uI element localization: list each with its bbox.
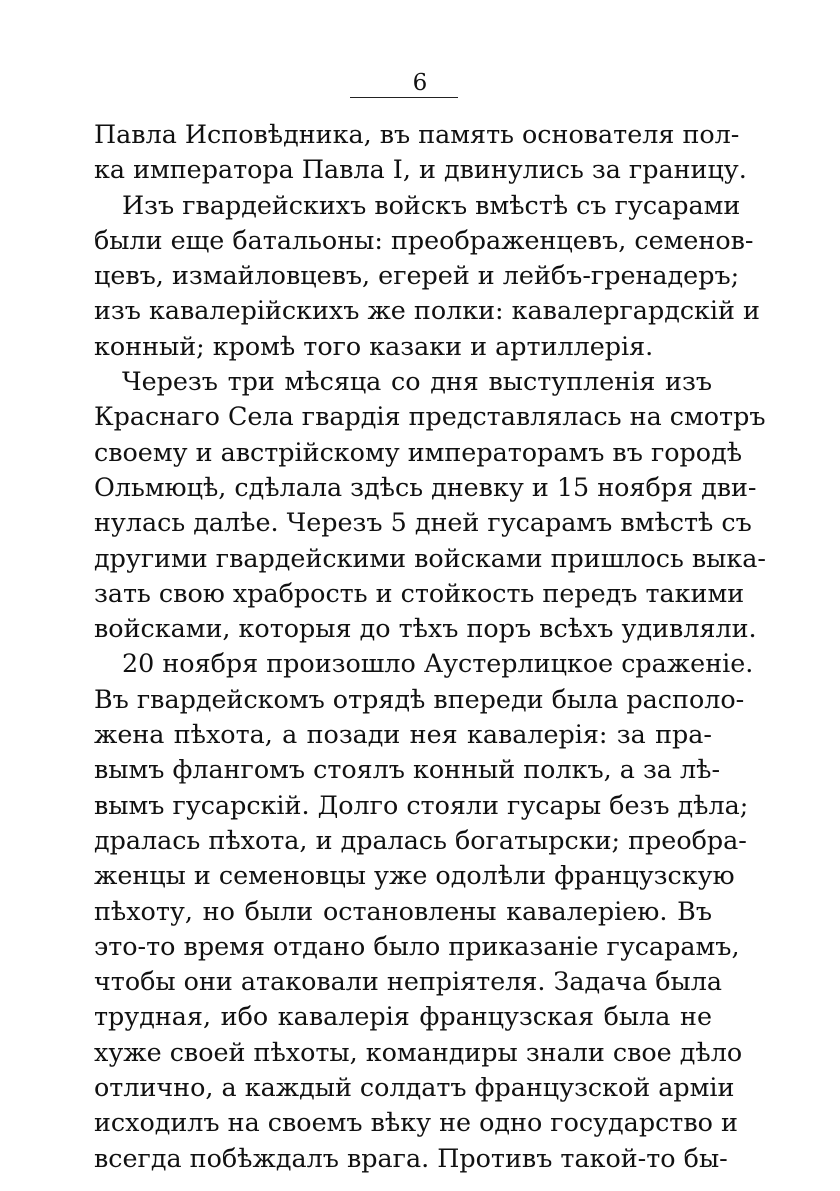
text-line: Ольмюцѣ, сдѣлала здѣсь дневку и 15 ноября дви- xyxy=(94,471,757,502)
text-line: ка императора Павла I, и двинулись за границу. xyxy=(94,154,747,185)
text-line: Павла Исповѣдника, въ память основателя пол- xyxy=(94,119,740,149)
text-line: Краснаго Села гвардія представлялась на смотръ xyxy=(94,401,766,432)
text-line: жена пѣхота, а позади нея кавалерія: за пра- xyxy=(94,719,712,750)
text-line: исходилъ на своемъ вѣку не одно государство и xyxy=(94,1107,738,1138)
text-line: нулась далѣе. Черезъ 5 дней гусарамъ вмѣстѣ съ xyxy=(94,507,752,538)
text-line: своему и австрійскому императорамъ въ городѣ xyxy=(94,436,743,467)
text-line: это-то время отдано было приказаніе гусарамъ, xyxy=(94,930,740,961)
text-line: изъ кавалерійскихъ же полки: кавалергардскій и xyxy=(94,295,760,326)
text-line: конный; кромѣ того казаки и артиллерія. xyxy=(94,330,654,361)
text-line: войсками, которыя до тѣхъ поръ всѣхъ удивляли. xyxy=(94,613,757,644)
text-line: пѣхоту, но были остановлены кавалеріею. Въ xyxy=(94,895,712,926)
text-line: Черезъ три мѣсяца со дня выступленія изъ xyxy=(122,366,712,397)
header-rule xyxy=(350,97,458,98)
text-line: 20 ноября произошло Аустерлицкое сраженіе. xyxy=(122,648,754,679)
text-line: всегда побѣждалъ врага. Противъ такой-то бы- xyxy=(94,1142,728,1173)
text-line: дралась пѣхота, и дралась богатырски; преобра- xyxy=(94,824,747,855)
text-line: другими гвардейскими войсками пришлось выка- xyxy=(94,542,766,573)
text-line: Изъ гвардейскихъ войскъ вмѣстѣ съ гусарами xyxy=(122,189,741,220)
text-line: вымъ флангомъ стоялъ конный полкъ, а за лѣ- xyxy=(94,754,721,785)
text-line: были еще батальоны: преображенцевъ, семенов- xyxy=(94,224,754,255)
text-line: отлично, а каждый солдатъ французской арміи xyxy=(94,1072,735,1103)
text-line: хуже своей пѣхоты, командиры знали свое дѣло xyxy=(94,1036,743,1067)
body-text xyxy=(94,117,766,1176)
text-line: цевъ, измайловцевъ, егерей и лейбъ-гренадеръ; xyxy=(94,260,740,291)
text-line: зать свою храбрость и стойкость передъ такими xyxy=(94,577,745,608)
page-number: 6 xyxy=(412,70,428,96)
text-line: Въ гвардейскомъ отрядѣ впереди была располо- xyxy=(94,683,745,714)
text-line: трудная, ибо кавалерія французская была не xyxy=(94,1001,712,1032)
text-line: женцы и семеновцы уже одолѣли французскую xyxy=(94,860,735,891)
text-line: вымъ гусарскій. Долго стояли гусары безъ дѣла; xyxy=(94,789,749,820)
text-line: чтобы они атаковали непріятеля. Задача была xyxy=(94,966,723,997)
